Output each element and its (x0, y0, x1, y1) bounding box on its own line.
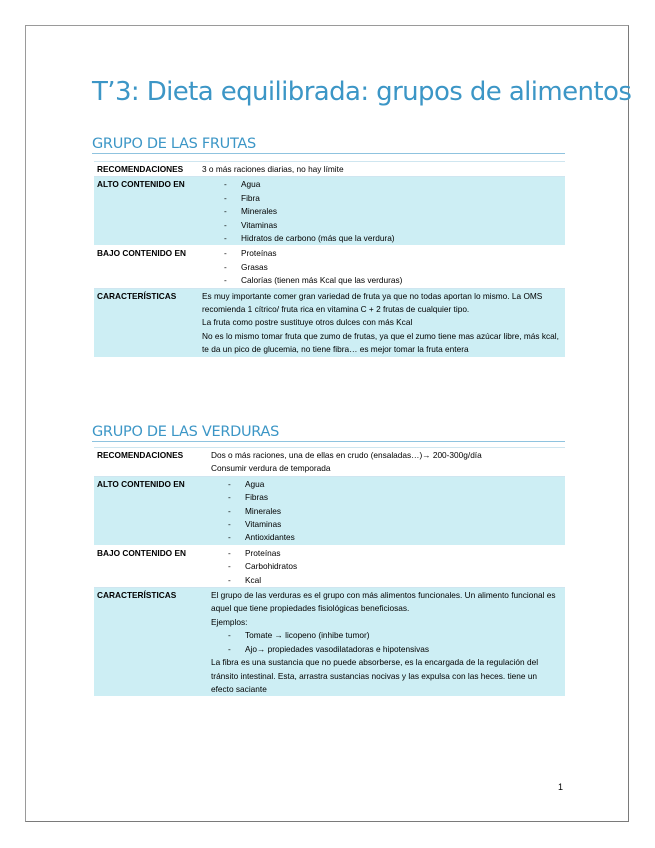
list-item: - Minerales (211, 505, 561, 518)
frutas-rec-text: 3 o más raciones diarias, no hay límite (199, 162, 565, 177)
list-item: - Fibras (211, 491, 561, 504)
list-item: - Vitaminas (211, 518, 561, 531)
list-item: - Tomate → licopeno (inhibe tumor) (211, 629, 561, 642)
list-item: - Proteínas (202, 247, 561, 260)
frutas-bajo-label: BAJO CONTENIDO EN (94, 246, 199, 288)
verduras-table (94, 447, 565, 697)
list-item: - Carbohidratos (211, 560, 561, 573)
list-item: - Calorías (tienen más Kcal que las verduras) (202, 274, 561, 287)
list-item: - Kcal (211, 574, 561, 587)
frutas-car-label: CARACTERÍSTICAS (94, 288, 199, 357)
verduras-bajo-label: BAJO CONTENIDO EN (94, 545, 208, 587)
list-item: - Hidratos de carbono (más que la verdura) (202, 232, 561, 245)
list-item: - Grasas (202, 261, 561, 274)
verduras-heading: GRUPO DE LAS VERDURAS (92, 424, 565, 442)
frutas-bajo-list (202, 247, 561, 287)
verduras-examples-list (211, 629, 561, 656)
verduras-rec-line: Dos o más raciones, una de ellas en crudo (ensaladas…)→ 200-300g/día (211, 450, 482, 460)
list-item: - Fibra (202, 192, 561, 205)
list-item: - Agua (202, 178, 561, 191)
list-item: - Minerales (202, 205, 561, 218)
list-item: - Antioxidantes (211, 531, 561, 544)
frutas-row-caracteristicas (94, 288, 565, 357)
verduras-car-intro: El grupo de las verduras es el grupo con más alimentos funcionales. Un alimento funcional es aquel que tiene propiedades fisiológicas beneficiosas. (211, 590, 556, 614)
verduras-bajo-list (211, 547, 561, 587)
verduras-row-caracteristicas (94, 588, 565, 697)
verduras-alto-label: ALTO CONTENIDO EN (94, 476, 208, 545)
frutas-alto-label: ALTO CONTENIDO EN (94, 177, 199, 246)
frutas-rec-label: RECOMENDACIONES (94, 162, 199, 177)
frutas-row-bajo (94, 246, 565, 288)
frutas-car-line: La fruta como postre sustituye otros dulces con más Kcal (202, 317, 413, 328)
verduras-row-recomendaciones (94, 448, 565, 477)
frutas-car-line: No es lo mismo tomar fruta que zumo de frutas, ya que el zumo tiene mas azúcar libre, más kcal, te da un pico de glucemia, no tiene fibra… es mejor tomar la fruta entera (202, 330, 559, 355)
verduras-alto-list (211, 478, 561, 545)
verduras-rec-label: RECOMENDACIONES (94, 448, 208, 477)
frutas-table (94, 161, 565, 358)
verduras-car-ejemplos: Ejemplos: (211, 616, 248, 627)
frutas-car-line: Es muy importante comer gran variedad de fruta ya que no todas aportan lo mismo. La OMS recomienda 1 cítrico/ fruta rica en vitamina C + 2 frutas de cualquier tipo. (202, 290, 543, 315)
verduras-car-label: CARACTERÍSTICAS (94, 588, 208, 697)
list-item: - Vitaminas (202, 219, 561, 232)
list-item: - Ajo→ propiedades vasodilatadoras e hipotensivas (211, 643, 561, 656)
page-number: 1 (558, 782, 564, 792)
verduras-car-outro: La fibra es una sustancia que no puede absorberse, es la encargada de la regulación del tránsito intestinal. Esta, arrastra sustancias nocivas y las expulsa con las heces. tiene un efecto saciante (211, 657, 539, 694)
page-title: T’3: Dieta equilibrada: grupos de alimentos (92, 77, 632, 107)
frutas-heading: GRUPO DE LAS FRUTAS (92, 136, 565, 154)
list-item: - Agua (211, 478, 561, 491)
verduras-row-bajo (94, 545, 565, 587)
verduras-rec-line: Consumir verdura de temporada (211, 463, 331, 474)
list-item: - Proteínas (211, 547, 561, 560)
frutas-alto-list (202, 178, 561, 245)
frutas-row-alto (94, 177, 565, 246)
verduras-row-alto (94, 476, 565, 545)
frutas-row-recomendaciones (94, 162, 565, 177)
